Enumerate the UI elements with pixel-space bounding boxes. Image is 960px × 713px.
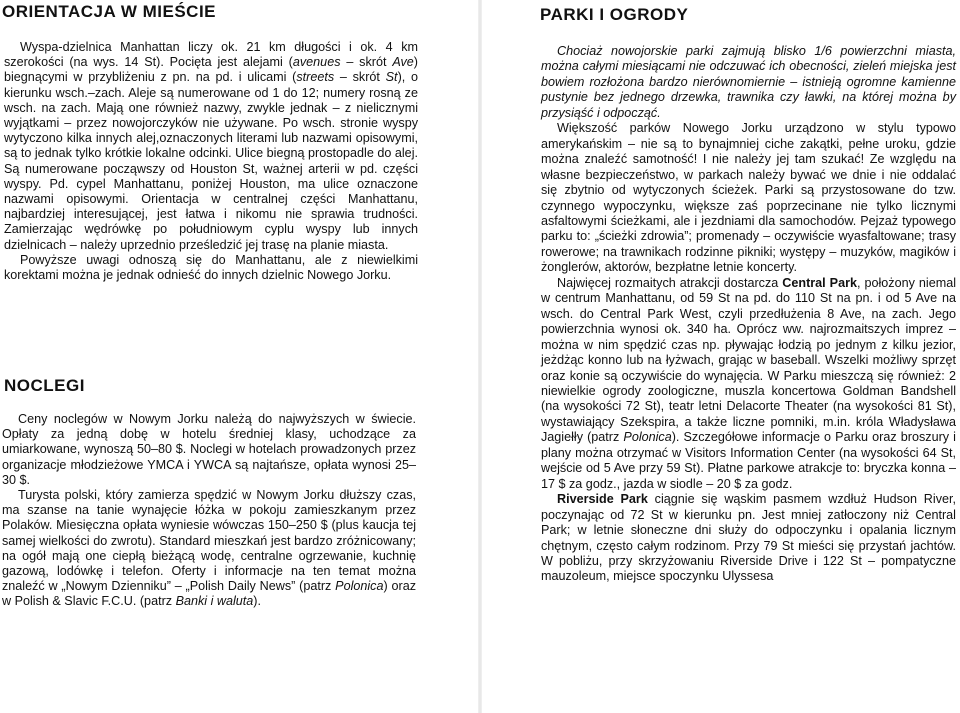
parks-lead-paragraph: Chociaż nowojorskie parki zajmują blisko 1/6 powierzchni miasta, można całymi miesiącami nie odczuwać ich obecności, zieleń miejska jest bowiem rozłożona bardzo nierównomiernie – istnieją ogromne kamienne pustynie bez jednego drzewka, trawnika czy ławki, na której można by przysiąść i odpocząć. (541, 44, 956, 120)
parks-text (541, 44, 956, 585)
section-title-parks: PARKI I OGRODY (540, 5, 689, 24)
accommodation-text (2, 412, 416, 610)
orientation-paragraph-1: Wyspa-dzielnica Manhattan liczy ok. 21 km długości i ok. 4 km szerokości (na wys. 14 St). Pocięta jest alejami (avenues – skrót Ave) biegnącymi w przybliżeniu z pn. na pd. i ulicami (streets – skrót St), o kierunku wsch.–zach. Aleje są numerowane od 1 do 12; numery rosną ze wsch. na zach. Mają one również nazwy, zwykle jednak – z nielicznymi wyjątkami – przez nowojorczyków nie używane. Po wsch. stronie wyspy wytyczono kilka innych alej,oznaczonych literami lub nazwami opisowymi, są to jednak tylko krótkie lokalne odcinki. Ulice biegną prostopadle do alej. Są numerowane począwszy od Houston St, ważnej arterii w pd. części wyspy. Pd. cypel Manhattanu, poniżej Houston, ma ulice oznaczone nazwami opisowymi. Orientacja w centralnej części Manhattanu, najbardziej interesującej, jest łatwa i nikomu nie sprawia trudności. Zamierzając wędrówkę po południowym cyplu wyspy lub innych dzielnicach – należy uprzednio prześledzić jej trasę na planie miasta. (4, 40, 418, 252)
riverside-park-name: Riverside Park (557, 492, 648, 507)
section-title-accommodation: NOCLEGI (4, 376, 85, 395)
parks-paragraph-2: Większość parków Nowego Jorku urządzono w stylu typowo amerykańskim – nie są to bynajmniej ciche zakątki, pełne uroku, gdzie można znaleźć samotność! I nie należy jej tam szukać! Ze względu na własne bezpieczeństwo, w parkach należy bywać we dnie i nie oddalać się zbytnio od wytyczonych ścieżek. Parki są przystosowane do tzw. czynnego wypoczynku, większe zaś poprzecinane nie tylko licznymi asfaltowymi ścieżkami, ale i jezdniami dla samochodów. Pejzaż typowego parku to: „ścieżki zdrowia”; promenady – oczywiście wyasfaltowane; trasy rowerowe; na trawnikach rodzinne pikniki; występy – muzyków, magików i żonglerów, aktorów, bezpłatne letnie koncerty. (541, 121, 956, 275)
central-park-name: Central Park (782, 275, 857, 290)
central-park-paragraph: Najwięcej rozmaitych atrakcji dostarcza Central Park, położony niemal w centrum Manhattanu, od 59 St na pd. do 110 St na pn. i od 5 Ave na wsch. do Central Park West, czyli przedłużenia 8 Ave, na zach. Jego powierzchnia wynosi ok. 340 ha. Oprócz ww. najrozmaitszych imprez – można w nim spędzić czas np. pływając łodzią po jednym z kilku jezior, jeżdżąc konno lub na łyżwach, grając w baseball. Wszelki możliwy sprzęt oraz konie są oczywiście do wynajęcia. W Parku mieszczą się również: 2 niewielkie ogrody zoologiczne, muszla koncertowa Goldman Bandshell (na wysokości 72 St), teatr letni Delacorte Theater (na wysokości 81 St), wystawiający Szekspira, a także liczne pomniki, m.in. króla Władysława Jagiełły (patrz Polonica). Szczegółowe informacje o Parku oraz broszury i plany można otrzymać w Visitors Information Center (na wysokości 64 St, wejście od 5 Ave przy 59 St). Płatne parkowe atrakcje to: bryczka konna – 17 $ za godz., jazda w siodle – 20 $ za godz. (541, 275, 956, 491)
right-page (480, 0, 960, 713)
orientation-paragraph-2: Powyższe uwagi odnoszą się do Manhattanu, ale z niewielkimi korektami można je jednak odnieść do innych dzielnic Nowego Jorku. (4, 252, 418, 283)
accommodation-paragraph-1: Ceny noclegów w Nowym Jorku należą do najwyższych w świecie. Opłaty za jedną dobę w hotelu średniej klasy, uchodzące za umiarkowane, wynoszą 50–80 $. Noclegi w hotelach prowadzonych przez organizacje młodzieżowe YMCA i YWCA są najtańsze, opłata wynosi 25–30 $. (2, 412, 416, 487)
accommodation-paragraph-2: Turysta polski, który zamierza spędzić w Nowym Jorku dłuższy czas, ma szanse na tanie wynajęcie łóżka w pokoju zamieszkanym przez Polaków. Miesięczna opłata wyniesie wówczas 150–250 $ (plus kaucja tej samej wielkości do zwrotu). Standard mieszkań jest bardzo zróżnicowany; na ogół mają one ciepłą bieżącą wodę, centralne ogrzewanie, kuchnię gazową, lodówkę i telefon. Oferty i informacje na ten temat można znaleźć w „Nowym Dzienniku” – „Polish Daily News” (patrz Polonica) oraz w Polish & Slavic F.C.U. (patrz Banki i waluta). (2, 488, 416, 609)
riverside-park-paragraph: Riverside Park ciągnie się wąskim pasmem wzdłuż Hudson River, poczynając od 72 St w kierunku pn. Jest mniej zatłoczony niż Central Park; w letnie słoneczne dni służy do odpoczynku i opalania licznym chętnym, często całym rodzinom. Przy 79 St mieści się przystań jachtów. W pobliżu, przy skrzyżowaniu Riverside Drive i 122 St – pompatyczne mauzoleum, miejsce spoczynku Ulyssesa (541, 492, 956, 584)
section-title-orientation: ORIENTACJA W MIEŚCIE (2, 2, 217, 21)
orientation-text (4, 40, 418, 283)
